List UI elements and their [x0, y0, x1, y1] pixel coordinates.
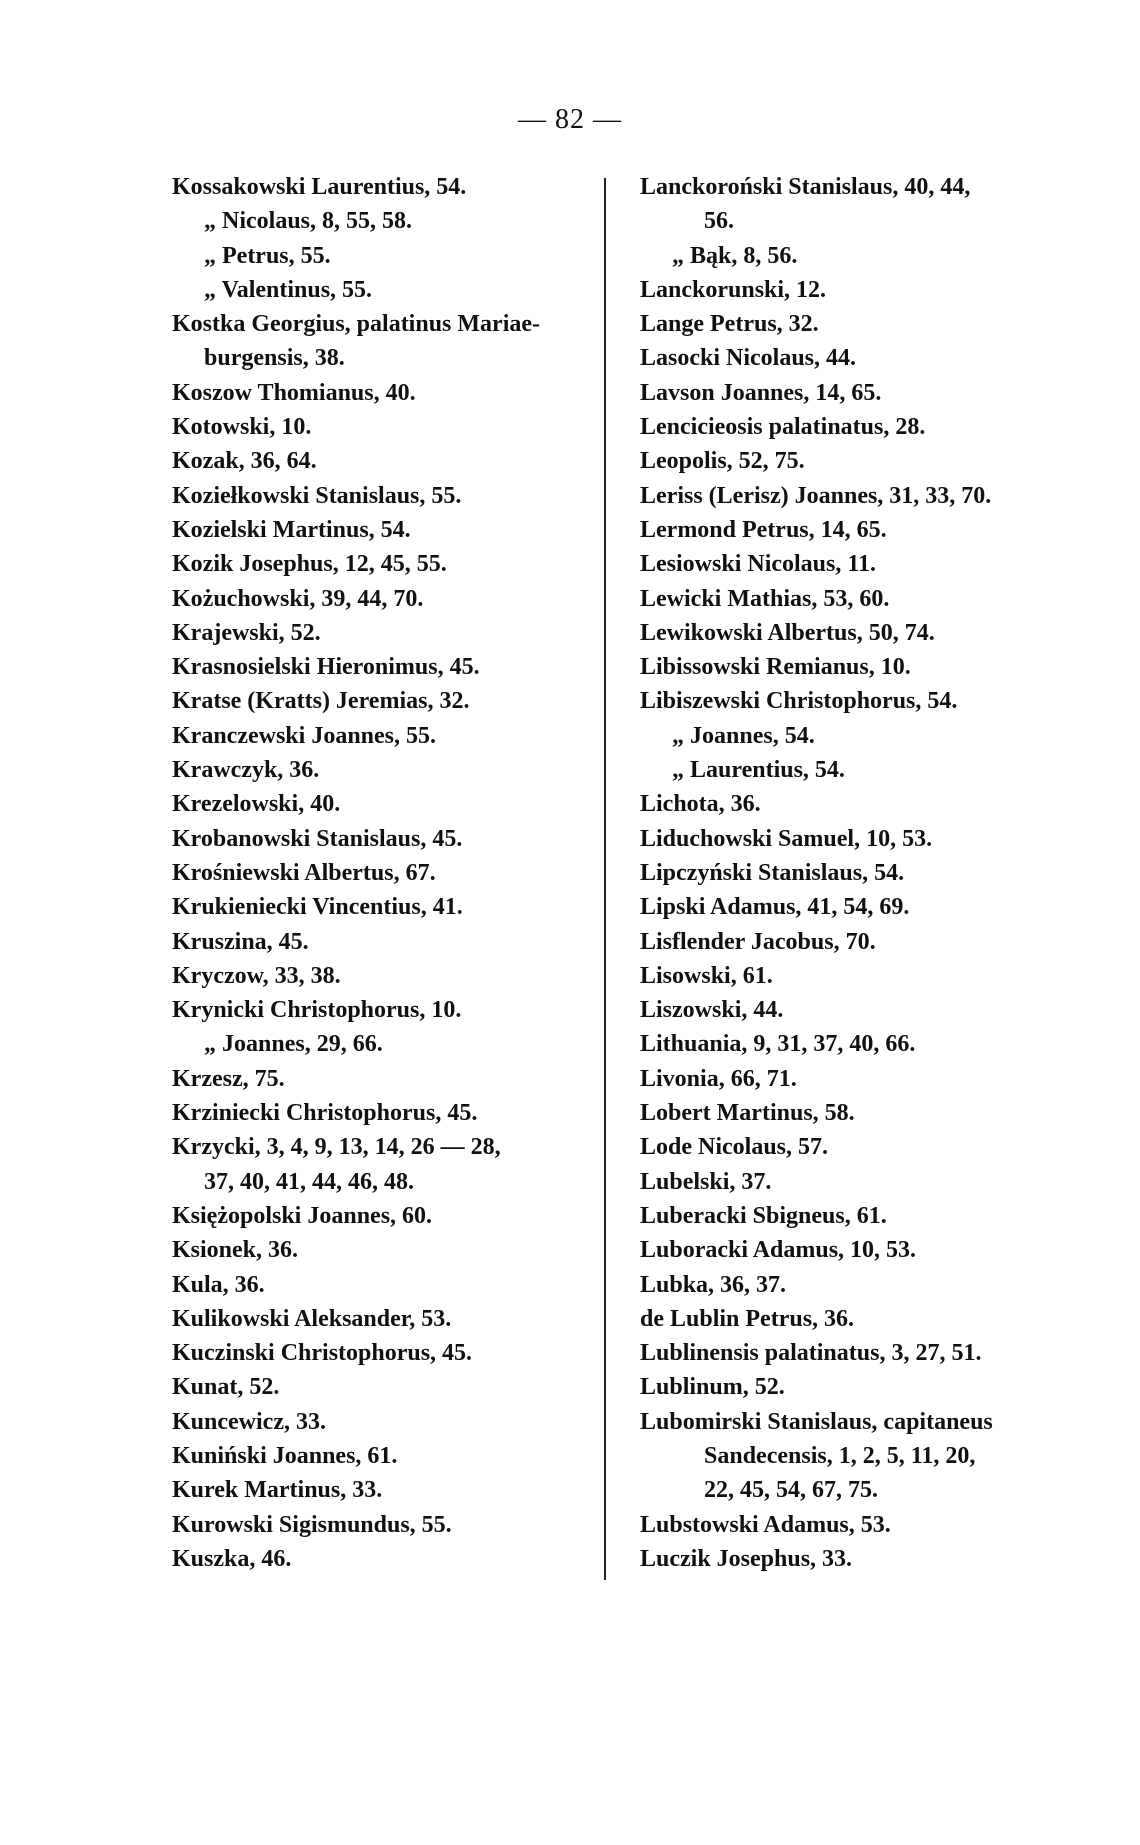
index-entry: Lange Petrus, 32.: [640, 311, 819, 338]
index-entry: Luberacki Sbigneus, 61.: [640, 1202, 887, 1229]
index-entry: Lesiowski Nicolaus, 11.: [640, 551, 877, 578]
page-number: — 82 —: [518, 104, 622, 135]
index-entry: Krynicki Christophorus, 10.: [172, 997, 462, 1024]
index-entry: Liszowski, 44.: [640, 997, 784, 1024]
index-entry: Sandecensis, 1, 2, 5, 11, 20,: [704, 1442, 976, 1469]
index-entry: Krzycki, 3, 4, 9, 13, 14, 26 — 28,: [172, 1134, 501, 1161]
index-entry: burgensis, 38.: [204, 345, 345, 372]
index-entry: Lode Nicolaus, 57.: [640, 1134, 829, 1161]
index-entry: Kostka Georgius, palatinus Mariae-: [172, 311, 541, 338]
index-entry: Kunat, 52.: [172, 1374, 280, 1401]
index-entry: Lubomirski Stanislaus, capitaneus: [640, 1408, 993, 1435]
index-entry: Lublinensis palatinatus, 3, 27, 51.: [640, 1340, 982, 1367]
index-entry: Krezelowski, 40.: [172, 791, 341, 818]
index-entry: Lewikowski Albertus, 50, 74.: [640, 619, 935, 646]
index-entry: 56.: [704, 208, 734, 235]
index-entry: Kozielski Martinus, 54.: [172, 516, 411, 543]
index-entry: Lanckoroński Stanislaus, 40, 44,: [640, 174, 971, 200]
index-entry: 37, 40, 41, 44, 46, 48.: [204, 1168, 414, 1195]
index-entry: Lanckorunski, 12.: [640, 276, 827, 303]
index-entry: Luboracki Adamus, 10, 53.: [640, 1237, 917, 1264]
index-entry: Ksionek, 36.: [172, 1237, 299, 1264]
index-entry: Kossakowski Laurentius, 54.: [172, 174, 467, 200]
index-entry: Kratse (Kratts) Jeremias, 32.: [172, 688, 470, 715]
index-entry: „ Nicolaus, 8, 55, 58.: [204, 208, 413, 235]
index-entry: Kuczinski Christophorus, 45.: [172, 1340, 473, 1367]
index-entry: Kuszka, 46.: [172, 1545, 292, 1572]
index-entry: Kożuchowski, 39, 44, 70.: [172, 585, 424, 612]
index-entry: Kuniński Joannes, 61.: [172, 1442, 398, 1469]
index-entry: Kurowski Sigismundus, 55.: [172, 1511, 452, 1538]
index-entry: Livonia, 66, 71.: [640, 1065, 797, 1092]
index-entry: „ Joannes, 29, 66.: [204, 1031, 383, 1058]
index-entry: Libiszewski Christophorus, 54.: [640, 688, 958, 715]
index-entry: Krawczyk, 36.: [172, 757, 320, 784]
index-entry: Luczik Josephus, 33.: [640, 1545, 853, 1572]
index-entry: Lubka, 36, 37.: [640, 1271, 787, 1298]
index-entry: Krasnosielski Hieronimus, 45.: [172, 654, 480, 681]
index-entry: Krukieniecki Vincentius, 41.: [172, 894, 463, 921]
index-entry: Lipski Adamus, 41, 54, 69.: [640, 894, 910, 921]
index-entry: Lubelski, 37.: [640, 1168, 772, 1195]
index-entry: Kruszina, 45.: [172, 928, 309, 955]
index-entry: Kozak, 36, 64.: [172, 448, 317, 475]
index-column-left: [172, 170, 592, 1576]
index-entry: Kozik Josephus, 12, 45, 55.: [172, 551, 447, 578]
index-entry: Lasocki Nicolaus, 44.: [640, 345, 857, 372]
index-entry: Lisflender Jacobus, 70.: [640, 928, 876, 955]
index-entry: Koszow Thomianus, 40.: [172, 379, 416, 406]
index-entry: Kulikowski Aleksander, 53.: [172, 1305, 452, 1332]
index-entry: „ Laurentius, 54.: [672, 757, 845, 784]
index-entry: „ Joannes, 54.: [672, 722, 815, 749]
index-entry: Lithuania, 9, 31, 37, 40, 66.: [640, 1031, 916, 1058]
index-entry: Koziełkowski Stanislaus, 55.: [172, 482, 462, 509]
column-divider: [604, 178, 606, 1580]
index-entry: Lubstowski Adamus, 53.: [640, 1511, 891, 1538]
index-entry: Kurek Martinus, 33.: [172, 1477, 383, 1504]
index-entry: Lewicki Mathias, 53, 60.: [640, 585, 890, 612]
index-entry: Lipczyński Stanislaus, 54.: [640, 859, 905, 886]
index-entry: Kuncewicz, 33.: [172, 1408, 326, 1435]
index-entry: Krajewski, 52.: [172, 619, 321, 646]
index-entry: Kotowski, 10.: [172, 414, 312, 441]
index-entry: Kranczewski Joannes, 55.: [172, 722, 436, 749]
index-entry: „ Valentinus, 55.: [204, 276, 373, 303]
index-entry: Lisowski, 61.: [640, 962, 773, 989]
index-entry: Księżopolski Joannes, 60.: [172, 1202, 433, 1229]
index-entry: Liduchowski Samuel, 10, 53.: [640, 825, 933, 852]
index-entry: Lavson Joannes, 14, 65.: [640, 379, 882, 406]
index-entry: Krziniecki Christophorus, 45.: [172, 1100, 478, 1127]
index-entry: Krobanowski Stanislaus, 45.: [172, 825, 463, 852]
index-entry: „ Bąk, 8, 56.: [672, 242, 798, 269]
index-entry: Krzesz, 75.: [172, 1065, 285, 1092]
index-entry: Lublinum, 52.: [640, 1374, 785, 1401]
index-entry: Leopolis, 52, 75.: [640, 448, 805, 475]
index-entry: Libissowski Remianus, 10.: [640, 654, 911, 681]
index-entry: Leriss (Lerisz) Joannes, 31, 33, 70.: [640, 482, 992, 509]
index-entry: 22, 45, 54, 67, 75.: [704, 1477, 878, 1504]
index-entry: Lencicieosis palatinatus, 28.: [640, 414, 926, 441]
index-column-right: [640, 170, 1070, 1576]
index-entry: Kula, 36.: [172, 1271, 265, 1298]
index-entry: de Lublin Petrus, 36.: [640, 1305, 855, 1332]
index-entry: Lermond Petrus, 14, 65.: [640, 516, 887, 543]
index-entry: Kryczow, 33, 38.: [172, 962, 341, 989]
index-entry: Lichota, 36.: [640, 791, 761, 818]
index-entry: Krośniewski Albertus, 67.: [172, 859, 436, 886]
index-entry: „ Petrus, 55.: [204, 242, 331, 269]
index-entry: Lobert Martinus, 58.: [640, 1100, 855, 1127]
